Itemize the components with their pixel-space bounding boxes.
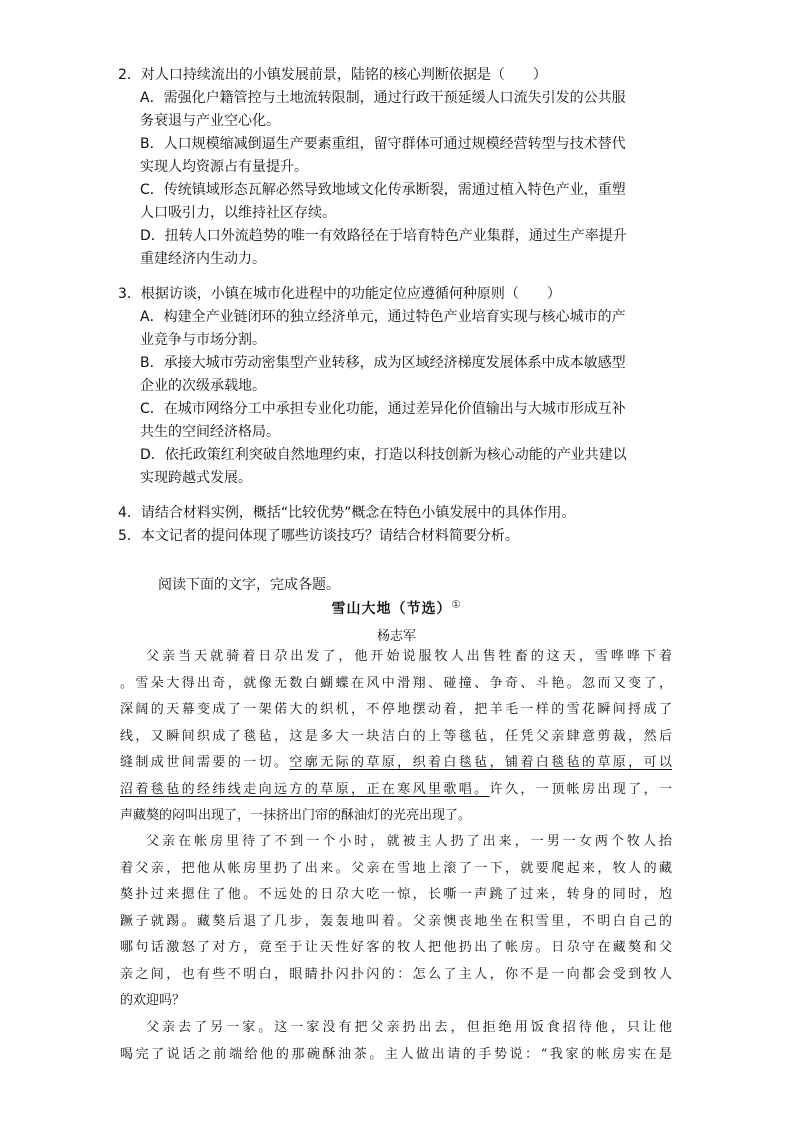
- passage-paragraph-3: [120, 1015, 672, 1068]
- option-text: 实现跨越式发展。: [140, 470, 252, 486]
- text-line: 哪句话激怒了对方，竟至于让天性好客的牧人把他扔出了帐房。日尕守在藏獒和父: [120, 940, 672, 955]
- question-4: [118, 502, 678, 525]
- option-a: [118, 306, 678, 352]
- option-text: A．构建全产业链闭环的独立经济单元，通过特色产业培育实现与核心城市的产: [140, 309, 626, 325]
- question-stem: 4．请结合材料实例，概括“比较优势”概念在特色小镇发展中的具体作用。: [118, 505, 576, 521]
- question-stem: 2．对人口持续流出的小镇发展前景，陆铭的核心判断依据是（ ）: [118, 67, 547, 83]
- option-d: [118, 444, 678, 490]
- passage-paragraph-2: [120, 829, 672, 1015]
- option-c: [118, 179, 678, 225]
- option-text: D．扭转人口外流趋势的唯一有效路径在于培育特色产业集群，通过生产率提升: [140, 228, 627, 244]
- question-stem: 3．根据访谈，小镇在城市化进程中的功能定位应遵循何种原则（ ）: [118, 286, 561, 302]
- option-b: [118, 352, 678, 398]
- underlined-text: 空廓无际的草原，织着白毯毡，铺着白毯毡的草原，可以: [289, 755, 672, 770]
- option-text: 实现人均资源占有量提升。: [140, 159, 308, 175]
- question-5: [118, 525, 678, 548]
- option-text: 务衰退与产业空心化。: [140, 113, 280, 129]
- option-text: 企业的次级承载地。: [140, 378, 266, 394]
- text-line: 的欢迎吗？: [120, 993, 186, 1008]
- text-line: 父亲在帐房里待了不到一个小时，就被主人扔了出来，一男一女两个牧人抬: [146, 834, 672, 849]
- text-line: [120, 750, 672, 777]
- option-text: 业竞争与市场分割。: [140, 332, 266, 348]
- text-line: 线，又瞬间织成了毯毡，这是多大一块洁白的上等毯毡，任凭父亲肆意剪裁，然后: [120, 728, 672, 744]
- question-2: [118, 64, 678, 271]
- question-stem: 5．本文记者的提问体现了哪些访谈技巧？请结合材料简要分析。: [118, 528, 519, 544]
- option-text: B．承接大城市劳动密集型产业转移，成为区域经济梯度发展体系中成本敏感型: [140, 355, 626, 371]
- passage-author: 杨志军: [376, 629, 416, 644]
- option-text: B．人口规模缩减倒逼生产要素重组，留守群体可通过规模经营转型与技术替代: [140, 136, 626, 152]
- option-c: [118, 398, 678, 444]
- option-text: 共生的空间经济格局。: [140, 424, 280, 440]
- text-line: 獒扑过来摁住了他。不远处的日尕大吃一惊，长嘶一声跳了过来，转身的同时，尥: [120, 887, 672, 902]
- option-text: C．传统镇域形态瓦解必然导致地域文化传承断裂，需通过植入特色产业，重塑: [140, 182, 626, 198]
- text-line: 喝完了说话之前端给他的那碗酥油茶。主人做出请的手势说：“我家的帐房实在是: [120, 1046, 672, 1062]
- title-text: 雪山大地（节选）: [331, 601, 452, 617]
- text-line: [120, 777, 672, 804]
- question-3: [118, 283, 678, 490]
- text-segment: 许久，一顶帐房出现了，一: [489, 781, 672, 797]
- passage-title: [0, 598, 793, 618]
- option-b: [118, 133, 678, 179]
- option-text: 人口吸引力，以维持社区存续。: [140, 205, 336, 221]
- option-a: [118, 87, 678, 133]
- option-text: A．需强化户籍管控与土地流转限制，通过行政干预延缓人口流失引发的公共服: [140, 90, 626, 106]
- passage-paragraph-1: [120, 644, 672, 830]
- footnote-marker[interactable]: ①: [451, 599, 462, 611]
- option-text: C．在城市网络分工中承担专业化功能，通过差异化价值输出与大城市形成互补: [140, 401, 626, 417]
- text-line: 深阔的天幕变成了一架偌大的织机，不停地摆动着，把羊毛一样的雪花瞬间捋成了: [120, 702, 672, 717]
- reading-instruction: 阅读下面的文字，完成各题。: [158, 577, 340, 593]
- text-line: 着父亲，把他从帐房里扔了出来。父亲在雪地上滚了一下，就要爬起来，牧人的藏: [120, 860, 672, 876]
- option-d: [118, 225, 678, 271]
- text-line: 。雪朵大得出奇，就像无数白蝴蝶在风中滑翔、碰撞、争奇、斗艳。忽而又变了，: [120, 675, 672, 691]
- option-text: 重建经济内生动力。: [140, 251, 266, 267]
- text-segment: 缝制成世间需要的一切。: [120, 755, 290, 770]
- text-line: 父亲去了另一家。这一家没有把父亲扔出去，但拒绝用饭食招待他，只让他: [146, 1020, 672, 1035]
- underlined-text: 沼着毯毡的经纬线走向远方的草原，正在寒风里歌唱。: [120, 781, 490, 797]
- option-text: D．依托政策红利突破自然地理约束，打造以科技创新为核心动能的产业共建以: [140, 447, 627, 463]
- text-line: 父亲当天就骑着日尕出发了，他开始说服牧人出售牲畜的这天，雪哗哗下着: [146, 649, 672, 664]
- text-line: 亲之间，也有些不明白，眼睛扑闪扑闪的：怎么了主人，你不是一向都会受到牧人: [120, 966, 672, 982]
- text-line: 声藏獒的闷叫出现了，一抹挤出门帘的酥油灯的光亮出现了。: [120, 808, 472, 823]
- text-line: 蹶子就踢。藏獒后退了几步，轰轰地叫着。父亲懊丧地坐在积雪里，不明白自己的: [120, 913, 672, 929]
